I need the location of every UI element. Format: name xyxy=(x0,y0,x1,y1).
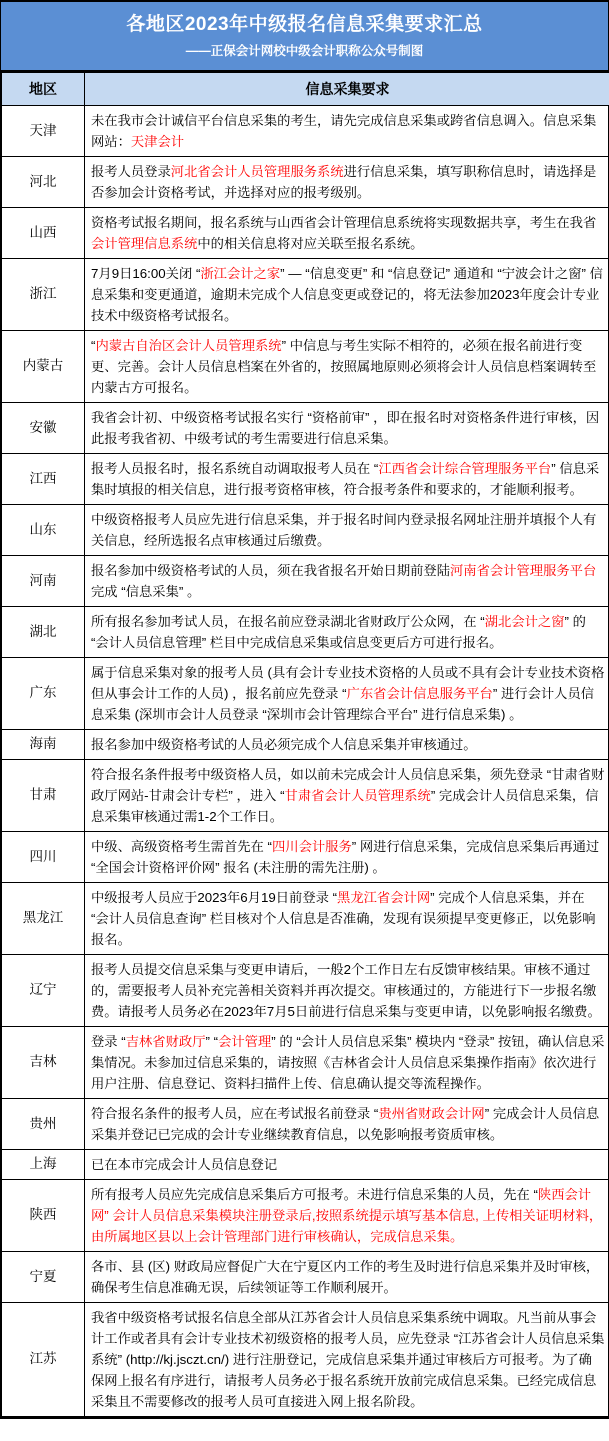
text-run: ” 的 “会计人员信息管理” 栏目中完成信息采集或信息变更后方可进行报名。 xyxy=(91,614,586,651)
region-cell: 安徽 xyxy=(2,403,85,454)
region-cell: 湖北 xyxy=(2,607,85,658)
table-row xyxy=(2,403,609,454)
region-cell: 内蒙古 xyxy=(2,331,85,403)
text-run: ” 完成会计人员信息采集，信息采集审核通过需1-2个工作日。 xyxy=(91,788,599,825)
table-row xyxy=(2,157,609,208)
highlighted-text-run: 湖北会计之窗 xyxy=(484,614,565,630)
text-run: 我省中级资格考试报名信息全部从江苏省会计人员信息采集系统中调取。凡当前从事会计工作或者具有会计专业技术初级资格的报考人员，应先登录 “江苏省会计人员信息采集系统” (http://kj.jsczt.cn/) 进行注册登记，完成信息采集并通过审核后方可报考。为了确保网上报名有序进行，请报考人员务必于报名系统开放前完成信息采集。已经完成信息采集且不需要修改的报考人员可直接进入网上报名阶段。 xyxy=(91,1310,605,1410)
highlighted-text-run: 天津会计 xyxy=(130,134,185,150)
table-row xyxy=(2,454,609,505)
table-row xyxy=(2,556,609,607)
requirement-text xyxy=(91,1154,605,1175)
highlighted-text-run: 四川会计服务 xyxy=(271,839,352,855)
table-row xyxy=(2,658,609,730)
text-run: 报名参加中级资格考试的人员必须完成个人信息采集并审核通过。 xyxy=(91,737,477,753)
region-cell: 四川 xyxy=(2,832,85,883)
highlighted-text-run: 陕西会计网” 会计人员信息采集模块注册登录后,按照系统提示填写基本信息, 上传相关证明材料， 由所属地区县以上会计管理部门进行审核确认，完成信息采集。 xyxy=(91,1187,603,1245)
highlighted-text-run: 吉林省财政厅 xyxy=(125,1034,206,1050)
text-run: 报名参加中级资格考试的人员，须在我省报名开始日期前登陆 xyxy=(91,563,451,579)
table-row xyxy=(2,1303,609,1417)
table-row xyxy=(2,832,609,883)
requirement-cell xyxy=(85,760,609,832)
highlighted-text-run: 贵州省财政会计网 xyxy=(378,1106,485,1122)
requirement-cell xyxy=(85,505,609,556)
highlighted-text-run: 会计管理信息系统 xyxy=(91,236,198,252)
text-run: 我省会计初、中级资格考试报名实行 “资格前审” ，即在报名时对资格条件进行审核，因此报考我省初、中级考试的考生需要进行信息采集。 xyxy=(91,410,600,447)
highlighted-text-run: 甘肃省会计人员管理系统 xyxy=(284,788,431,804)
region-cell: 陕西 xyxy=(2,1180,85,1252)
requirement-cell xyxy=(85,556,609,607)
text-run: ” 信息采集时填报的相关信息，进行报考资格审核，符合报考条件和要求的，才能顺利报考。 xyxy=(91,461,600,498)
requirement-text xyxy=(91,560,605,602)
highlighted-text-run: 黑龙江省会计网 xyxy=(337,890,431,906)
requirement-text xyxy=(91,212,605,254)
highlighted-text-run: 会计管理 xyxy=(218,1034,272,1050)
table-row xyxy=(2,259,609,331)
table-row xyxy=(2,955,609,1027)
text-run: ” 完成会计人员信息采集并登记已完成的会计专业继续教育信息，以免影响报考资质审核。 xyxy=(91,1106,600,1143)
table-body xyxy=(2,106,609,1417)
text-run: 未在我市会计诚信平台信息采集的考生，请先完成信息采集或跨省信息调入。信息采集网站： xyxy=(91,113,597,150)
requirement-cell xyxy=(85,106,609,157)
region-cell: 天津 xyxy=(2,106,85,157)
region-cell: 上海 xyxy=(2,1150,85,1180)
requirement-text xyxy=(91,959,605,1022)
requirement-cell xyxy=(85,730,609,760)
highlighted-text-run: 江西省会计综合管理服务平台 xyxy=(378,461,552,477)
text-run: ” 的 “会计人员信息采集” 模块内 “登录” 按钮，确认信息采集情况。未参加过信息采集的，请按照《吉林省会计人员信息采集操作指南》依次进行用户注册、信息登记、资料扫描件上传、信息确认提交等流程操作。 xyxy=(91,1034,605,1092)
requirement-text xyxy=(91,887,605,950)
requirement-cell xyxy=(85,259,609,331)
text-run: ” 进行会计人员信息采集 (深圳市会计人员登录 “深圳市会计管理综合平台” 进行信息采集) 。 xyxy=(91,686,595,723)
text-run: 进行信息采集，填写职称信息时，请选择是否参加会计资格考试，并选择对应的报考级别。 xyxy=(91,164,597,201)
requirement-cell xyxy=(85,832,609,883)
requirement-text xyxy=(91,764,605,827)
region-cell: 江西 xyxy=(2,454,85,505)
table-head xyxy=(2,73,609,106)
requirement-cell xyxy=(85,1027,609,1099)
text-run: 符合报名条件报考中级资格人员，如以前未完成会计人员信息采集，须先登录 “甘肃省财政厅网站-甘肃会计专栏” ，进入 “ xyxy=(91,767,605,804)
region-cell: 河南 xyxy=(2,556,85,607)
region-cell: 吉林 xyxy=(2,1027,85,1099)
text-run: 中级、高级资格考生需首先在 “ xyxy=(91,839,272,855)
table-row xyxy=(2,106,609,157)
text-run: 中级资格报考人员应先进行信息采集，并于报名时间内登录报名网址注册并填报个人有关信息，经所选报名点审核通过后缴费。 xyxy=(91,512,597,549)
highlighted-text-run: 河北省会计人员管理服务系统 xyxy=(170,164,344,180)
text-run: 中级报考人员应于2023年6月19日前登录 “ xyxy=(91,890,338,906)
region-cell: 山东 xyxy=(2,505,85,556)
text-run: 符合报名条件的报考人员，应在考试报名前登录 “ xyxy=(91,1106,379,1122)
title-banner xyxy=(1,2,608,72)
text-run: 属于信息采集对象的报考人员 (具有会计专业技术资格的人员或不具有会计专业技术资格但从事会计工作的人员) ，报名前应先登录 “ xyxy=(91,665,605,702)
table-row xyxy=(2,208,609,259)
table-row xyxy=(2,1099,609,1150)
requirement-text xyxy=(91,335,605,398)
requirement-cell xyxy=(85,454,609,505)
requirement-text xyxy=(91,734,605,755)
requirement-cell xyxy=(85,1303,609,1417)
region-cell: 浙江 xyxy=(2,259,85,331)
requirement-text xyxy=(91,1307,605,1412)
requirement-text xyxy=(91,509,605,551)
requirement-cell xyxy=(85,1150,609,1180)
region-cell: 山西 xyxy=(2,208,85,259)
requirement-cell xyxy=(85,607,609,658)
text-run: 报考人员提交信息采集与变更申请后，一般2个工作日左右反馈审核结果。审核不通过的，需要报考人员补充完善相关资料并再次提交。审核通过的，方能进行下一步报名缴费。请报考人员务必在2023年7月5日前进行信息采集与变更申请，以免影响报名缴费。 xyxy=(91,962,601,1020)
table-row xyxy=(2,760,609,832)
highlighted-text-run: 内蒙古自治区会计人员管理系统 xyxy=(95,338,282,354)
table-row xyxy=(2,1150,609,1180)
requirement-text xyxy=(91,1184,605,1247)
requirement-cell xyxy=(85,955,609,1027)
column-header-requirement: 信息采集要求 xyxy=(85,73,609,106)
region-cell: 江苏 xyxy=(2,1303,85,1417)
page-title: 各地区2023年中级报名信息采集要求汇总 xyxy=(126,14,483,35)
requirement-cell xyxy=(85,403,609,454)
requirement-cell xyxy=(85,331,609,403)
requirement-cell xyxy=(85,208,609,259)
table-row xyxy=(2,1252,609,1303)
text-run: 7月9日16:00关闭 “ xyxy=(91,266,201,282)
requirement-cell xyxy=(85,1099,609,1150)
table-row xyxy=(2,730,609,760)
highlighted-text-run: 河南省会计管理服务平台 xyxy=(450,563,597,579)
highlighted-text-run: 广东省会计信息服务平台 xyxy=(346,686,493,702)
text-run: 所有报名参加考试人员，在报名前应登录湖北省财政厅公众网，在 “ xyxy=(91,614,485,630)
region-cell: 广东 xyxy=(2,658,85,730)
table-row xyxy=(2,607,609,658)
region-cell: 甘肃 xyxy=(2,760,85,832)
text-run: 中的相关信息将对应关联至报名系统。 xyxy=(197,236,424,252)
requirement-text xyxy=(91,458,605,500)
text-run: ” — “信息变更” 和 “信息登记” 通道和 “宁波会计之窗” 信息采集和变更通道，逾期未完成个人信息变更或登记的，将无法参加2023年度会计专业技术中级资格考试报名。 xyxy=(91,266,603,324)
requirement-text xyxy=(91,611,605,653)
requirement-cell xyxy=(85,157,609,208)
text-run: 报考人员登录 xyxy=(91,164,171,180)
requirement-text xyxy=(91,1256,605,1298)
requirement-text xyxy=(91,161,605,203)
text-run: 完成 “信息采集” 。 xyxy=(91,584,201,600)
requirement-text xyxy=(91,407,605,449)
text-run: ” 完成个人信息采集，并在 “会计人员信息查询” 栏目核对个人信息是否准确，发现有误须提早变更修正，以免影响报名。 xyxy=(91,890,596,948)
text-run: ” “ xyxy=(205,1034,219,1050)
region-cell: 辽宁 xyxy=(2,955,85,1027)
requirement-cell xyxy=(85,883,609,955)
requirement-cell xyxy=(85,1180,609,1252)
text-run: ” 中信息与考生实际不相符的，必须在报名前进行变更、完善。会计人员信息档案在外省的，按照属地原则必须将会计人员信息档案调转至内蒙古方可报名。 xyxy=(91,338,597,396)
table-row xyxy=(2,331,609,403)
requirement-cell xyxy=(85,1252,609,1303)
region-cell: 宁夏 xyxy=(2,1252,85,1303)
text-run: 所有报考人员应先完成信息采集后方可报考。未进行信息采集的人员，先在 “ xyxy=(91,1187,538,1203)
column-header-region: 地区 xyxy=(2,73,85,106)
text-run: 报考人员报名时，报名系统自动调取报考人员在 “ xyxy=(91,461,379,477)
requirements-table xyxy=(1,72,609,1417)
table-row xyxy=(2,883,609,955)
requirement-cell xyxy=(85,658,609,730)
table-row xyxy=(2,1027,609,1099)
text-run: 各市、县 (区) 财政局应督促广大在宁夏区内工作的考生及时进行信息采集并及时审核，确保考生信息准确无误，后续领证等工作顺利展开。 xyxy=(91,1259,600,1296)
requirement-text xyxy=(91,662,605,725)
requirement-text xyxy=(91,836,605,878)
table-header-row xyxy=(2,73,609,106)
page-subtitle: ——正保会计网校中级会计职称公众号制图 xyxy=(185,43,424,58)
requirement-text xyxy=(91,1103,605,1145)
region-cell: 河北 xyxy=(2,157,85,208)
text-run: “ xyxy=(91,338,96,354)
table-row xyxy=(2,1180,609,1252)
table-row xyxy=(2,505,609,556)
highlighted-text-run: 浙江会计之家 xyxy=(200,266,281,282)
region-cell: 黑龙江 xyxy=(2,883,85,955)
region-cell: 贵州 xyxy=(2,1099,85,1150)
requirement-text xyxy=(91,1031,605,1094)
text-run: 已在本市完成会计人员信息登记 xyxy=(91,1157,278,1173)
text-run: 资格考试报名期间，报名系统与山西省会计管理信息系统将实现数据共享，考生在我省 xyxy=(91,215,597,231)
text-run: 登录 “ xyxy=(91,1034,126,1050)
region-cell: 海南 xyxy=(2,730,85,760)
requirement-text xyxy=(91,110,605,152)
requirement-text xyxy=(91,263,605,326)
text-run: ” 网进行信息采集，完成信息采集后再通过 “全国会计资格评价网” 报名 (未注册的需先注册) 。 xyxy=(91,839,600,876)
